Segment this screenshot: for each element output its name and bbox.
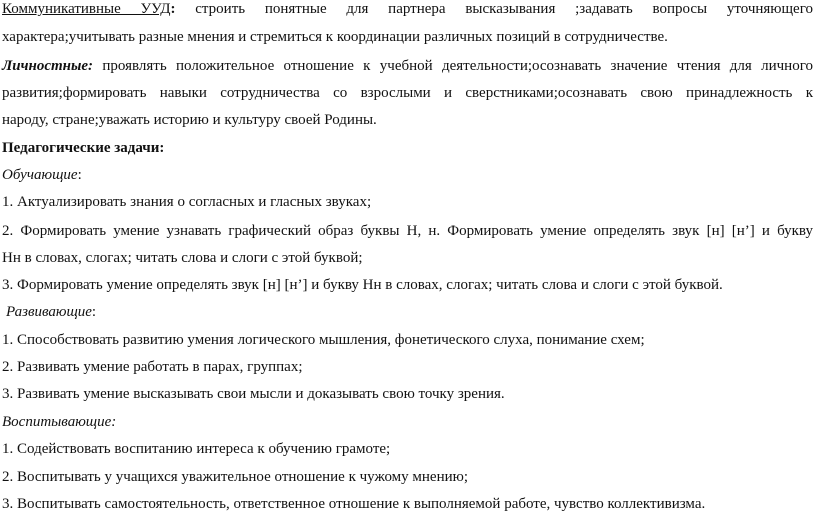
personal-line-1: [2, 57, 813, 75]
developing-label: Развивающие: [6, 304, 92, 320]
comm-colon: :: [170, 1, 176, 17]
teaching-label: Обучающие: [2, 167, 78, 183]
upbringing-item-3: 3. Воспитывать самостоятельность, ответственное отношение к выполняемой работе, чувство коллективизма.: [2, 496, 706, 512]
tasks-heading: Педагогические задачи:: [2, 140, 165, 156]
comm-text-1: строить понятные для партнера высказывания ;задавать вопросы уточняющего: [175, 1, 813, 17]
upbringing-item-2: 2. Воспитывать у учащихся уважительное отношение к чужому мнению;: [2, 469, 469, 485]
comm-line-1: [2, 0, 813, 18]
developing-item-1: 1. Способствовать развитию умения логического мышления, фонетического слуха, понимание схем;: [2, 332, 645, 348]
comm-line-2: характера;учитывать разные мнения и стремиться к координации различных позиций в сотрудничестве.: [2, 29, 668, 45]
comm-label: Коммуникативные УУД: [2, 1, 171, 17]
upbringing-item-1: 1. Содействовать воспитанию интереса к обучению грамоте;: [2, 441, 391, 457]
personal-label: Личностные:: [2, 58, 94, 74]
personal-line-3: народу, стране;уважать историю и культуру своей Родины.: [2, 112, 377, 128]
personal-line-2: развития;формировать навыки сотрудничества со взрослыми и сверстниками;осознавать свою принадлежность к: [2, 85, 813, 101]
upbringing-heading: Воспитывающие:: [2, 414, 117, 430]
teaching-item-1: 1. Актуализировать знания о согласных и гласных звуках;: [2, 194, 372, 210]
teaching-item-2-line-1: 2. Формировать умение узнавать графический образ буквы Н, н. Формировать умение определять звук [н] [н’] и букву: [2, 223, 813, 239]
teaching-item-3: 3. Формировать умение определять звук [н] [н’] и букву Нн в словах, слогах; читать слова и слоги с этой буквой.: [2, 277, 723, 293]
developing-item-2: 2. Развивать умение работать в парах, группах;: [2, 359, 303, 375]
teaching-item-2-line-2: Нн в словах, слогах; читать слова и слоги с этой буквой;: [2, 250, 363, 266]
teaching-heading: [2, 166, 82, 184]
teaching-colon: :: [77, 167, 82, 183]
developing-colon: :: [91, 304, 97, 320]
developing-heading: [6, 303, 96, 321]
developing-item-3: 3. Развивать умение высказывать свои мысли и доказывать свою точку зрения.: [2, 386, 505, 402]
personal-text-1: проявлять положительное отношение к учебной деятельности;осознавать значение чтения для личного: [93, 58, 813, 74]
